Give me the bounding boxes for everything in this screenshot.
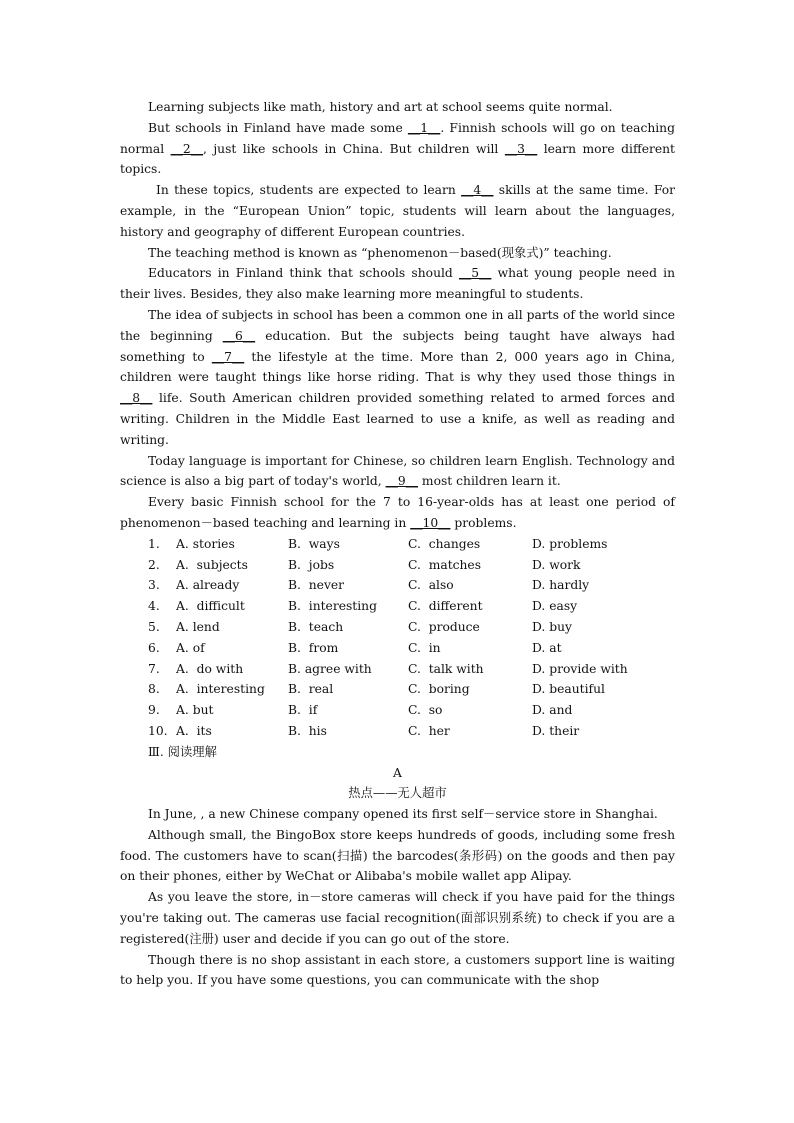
paragraph-cameras xyxy=(120,887,675,949)
blank-9: __9__ xyxy=(385,474,419,489)
option-row xyxy=(148,638,675,659)
option-b: B. interesting xyxy=(288,599,377,614)
blank-10: __10__ xyxy=(410,515,451,530)
option-c: C. so xyxy=(408,703,443,718)
paragraph-method xyxy=(120,243,675,264)
option-d: D. beautiful xyxy=(532,682,605,697)
option-a: A. subjects xyxy=(176,557,248,572)
blank-1: __1__ xyxy=(407,120,441,135)
option-b: B. jobs xyxy=(288,557,335,572)
blank-3: __3__ xyxy=(504,141,538,156)
option-b: B. agree with xyxy=(288,661,372,676)
text: , just like schools in China. But children will xyxy=(203,141,505,156)
option-d: D. buy xyxy=(532,619,572,634)
text: Today language is important for Chinese, so children learn English. Technology and science is also a big part of today's world, xyxy=(120,453,675,489)
option-row xyxy=(148,659,675,680)
option-row xyxy=(148,700,675,721)
option-c: C. matches xyxy=(408,557,482,572)
paragraph-history xyxy=(120,305,675,451)
option-b: B. his xyxy=(288,723,327,738)
option-a: A. interesting xyxy=(176,682,265,697)
section-heading: Ⅲ. 阅读理解 xyxy=(148,744,217,759)
option-c: C. her xyxy=(408,723,450,738)
paragraph-june xyxy=(120,804,675,825)
text: . Finnish schools will go on teaching normal xyxy=(120,120,675,156)
option-c: C. boring xyxy=(408,682,470,697)
option-row xyxy=(148,721,675,742)
text: But schools in Finland have made some xyxy=(148,120,408,135)
option-c: C. different xyxy=(408,599,483,614)
blank-6: __6__ xyxy=(222,328,256,343)
option-c: C. in xyxy=(408,640,441,655)
option-row xyxy=(148,575,675,596)
option-d: D. problems xyxy=(532,536,608,551)
question-number: 5. xyxy=(148,619,160,634)
text: education. But the subjects being taught have always had something to xyxy=(120,328,675,364)
options-list xyxy=(120,534,675,742)
text: life. South American children provided something related to armed forces and writing. Children in the Middle East learned to use a knife, as well as reading and writing. xyxy=(120,391,675,447)
text: Educators in Finland think that schools should xyxy=(148,266,459,281)
question-number: 6. xyxy=(148,640,160,655)
paragraph-intro xyxy=(120,97,675,118)
option-c: C. talk with xyxy=(408,661,484,676)
option-d: D. provide with xyxy=(532,661,628,676)
paragraph-educators xyxy=(120,263,675,305)
option-d: D. and xyxy=(532,703,573,718)
option-c: C. produce xyxy=(408,619,480,634)
text: The teaching method is known as “phenomenon－based(现象式)” teaching. xyxy=(148,245,612,260)
option-b: B. if xyxy=(288,703,318,718)
option-a: A. do with xyxy=(176,661,244,676)
option-row xyxy=(148,617,675,638)
option-a: A. but xyxy=(176,703,214,718)
question-number: 8. xyxy=(148,682,160,697)
paragraph-today xyxy=(120,451,675,493)
text: Learning subjects like math, history and art at school seems quite normal. xyxy=(148,100,613,114)
paragraph-support xyxy=(120,950,675,992)
question-number: 7. xyxy=(148,661,160,676)
passage-title: 热点——无人超市 xyxy=(348,786,447,801)
option-b: B. ways xyxy=(288,536,340,551)
option-d: D. their xyxy=(532,723,580,738)
option-b: B. real xyxy=(288,682,334,697)
option-d: D. easy xyxy=(532,599,578,614)
option-row xyxy=(148,679,675,700)
text: In these topics, students are expected to learn xyxy=(156,183,462,198)
option-b: B. from xyxy=(288,640,339,655)
blank-8: __8__ xyxy=(120,391,153,406)
option-b: B. never xyxy=(288,578,345,593)
text: skills at the same time. For example, in the “European Union” topic, students will learn about the languages, history and geography of different European countries. xyxy=(120,183,675,239)
option-d: D. hardly xyxy=(532,578,590,593)
text: problems. xyxy=(450,515,517,530)
option-row xyxy=(148,596,675,617)
option-c: C. changes xyxy=(408,536,481,551)
blank-2: __2__ xyxy=(170,141,203,156)
question-number: 3. xyxy=(148,578,160,593)
text: most children learn it. xyxy=(418,474,561,489)
option-a: A. already xyxy=(176,578,240,593)
text: Although small, the BingoBox store keeps hundreds of goods, including some fresh food. The customers have to scan(扫描) the barcodes(条形码) on the goods and then pay on their phones, either by WeChat or Alibaba's mobile wallet app Alipay. xyxy=(120,827,675,884)
text: In June, , a new Chinese company opened its first self－service store in Shanghai. xyxy=(148,807,658,822)
passage-label: A xyxy=(393,765,402,780)
option-a: A. its xyxy=(176,723,212,738)
option-a: A. of xyxy=(176,640,205,655)
option-a: A. stories xyxy=(176,536,235,551)
text: As you leave the store, in－store cameras will check if you have paid for the things you're taking out. The cameras use facial recognition(面部识别系统) to check if you are a registered(注册) user and decide if you can go out of the store. xyxy=(120,890,675,946)
document-page xyxy=(120,97,675,991)
question-number: 4. xyxy=(148,599,160,614)
question-number: 2. xyxy=(148,557,160,572)
text: what young people need in their lives. Besides, they also make learning more meaningful to students. xyxy=(120,266,675,302)
option-a: A. lend xyxy=(176,619,220,634)
option-d: D. work xyxy=(532,557,581,572)
text: the lifestyle at the time. More than 2, 000 years ago in China, children were taught things like horse riding. That is why they used those things in xyxy=(120,349,676,385)
text: Though there is no shop assistant in each store, a customers support line is waiting to help you. If you have some questions, you can communicate with the shop xyxy=(120,952,675,988)
question-number: 9. xyxy=(148,703,160,718)
text: learn more different topics. xyxy=(120,141,675,177)
option-c: C. also xyxy=(408,578,454,593)
text: The idea of subjects in school has been a common one in all parts of the world since the beginning xyxy=(120,307,675,343)
text: Every basic Finnish school for the 7 to 16-year-olds has at least one period of phenomenon－based teaching and learning in xyxy=(120,495,675,530)
question-number: 10. xyxy=(148,723,168,738)
paragraph-period xyxy=(120,492,675,534)
option-b: B. teach xyxy=(288,619,344,634)
paragraph-finland xyxy=(120,118,675,180)
option-row xyxy=(148,534,675,555)
option-d: D. at xyxy=(532,640,562,655)
blank-5: __5__ xyxy=(459,266,492,281)
blank-4: __4__ xyxy=(461,183,494,198)
option-a: A. difficult xyxy=(176,599,245,614)
blank-7: __7__ xyxy=(211,349,245,364)
option-row xyxy=(148,555,675,576)
question-number: 1. xyxy=(148,536,160,551)
paragraph-bingobox xyxy=(120,825,675,887)
paragraph-topics xyxy=(120,180,675,242)
